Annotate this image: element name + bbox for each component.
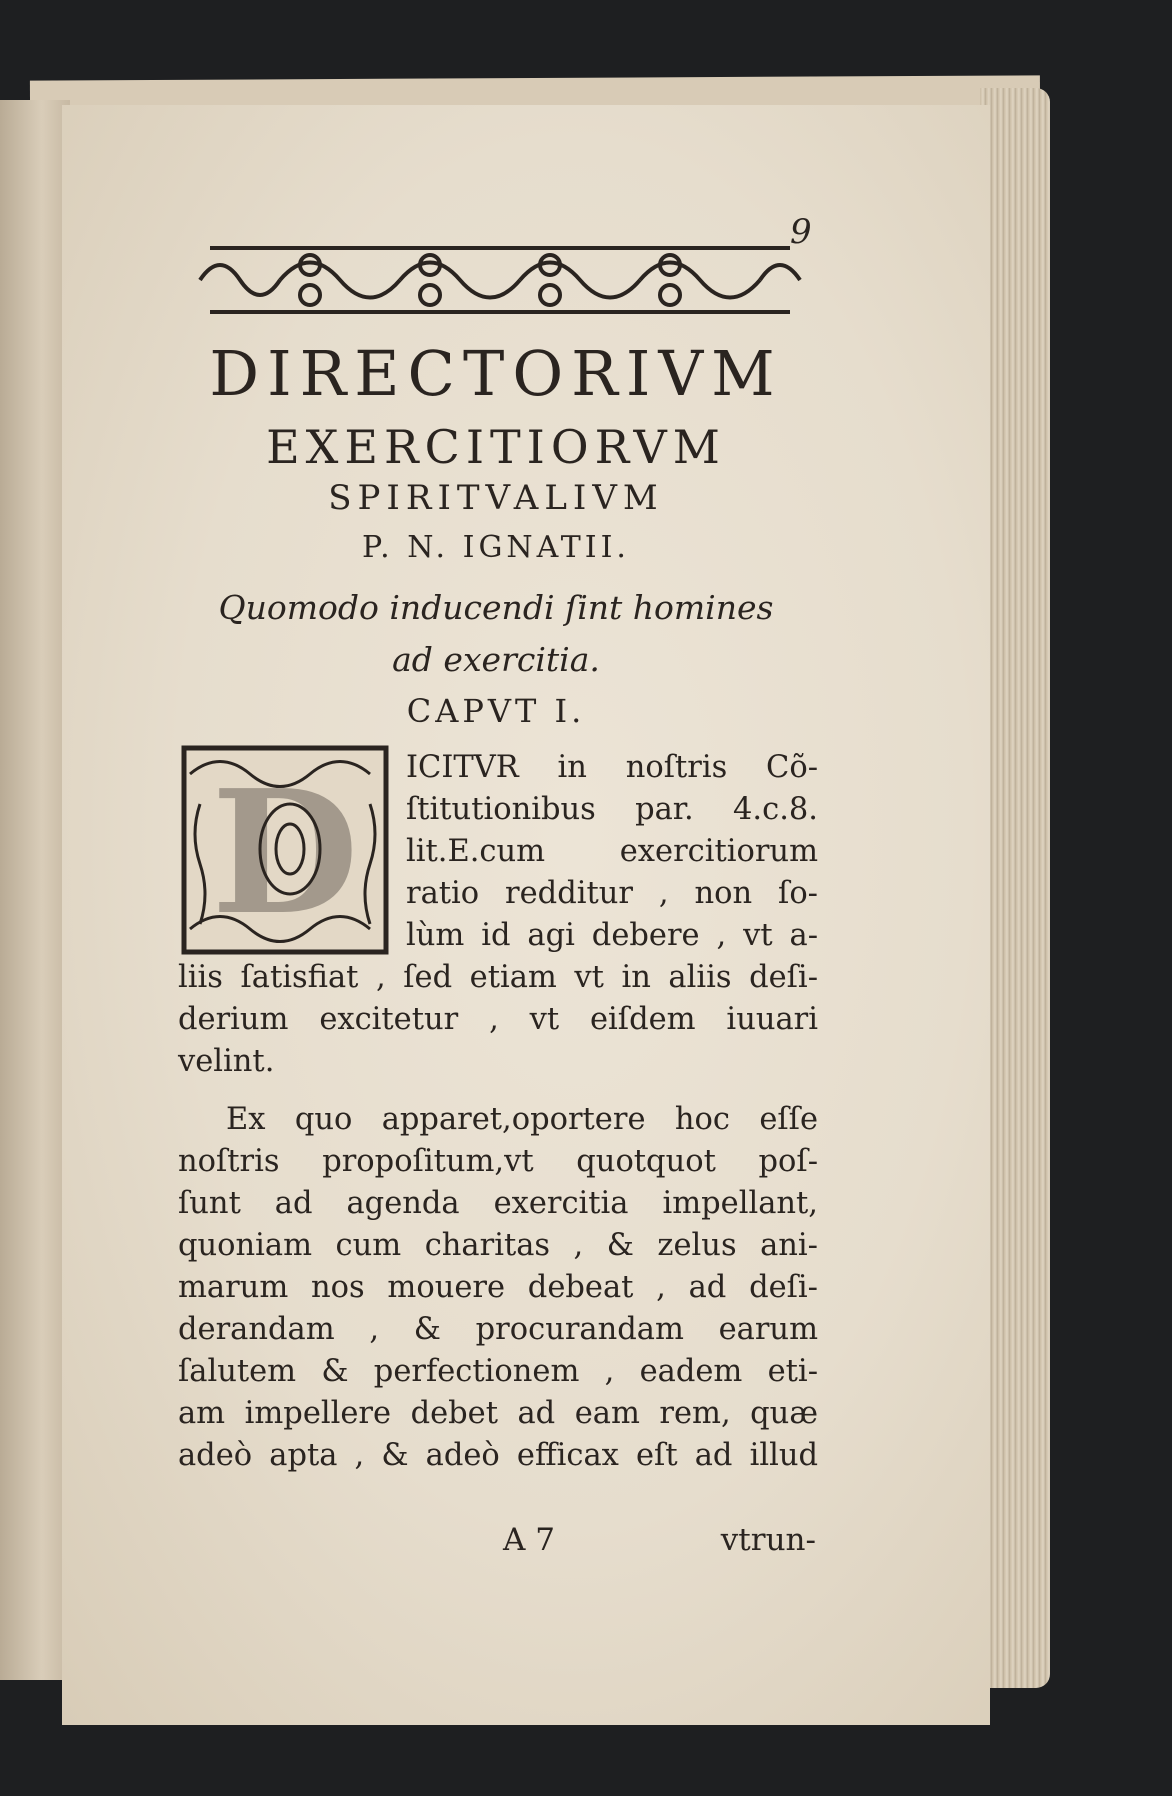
para2-line-8: am impellere debet ad eam rem, quæ [178, 1396, 818, 1431]
facing-page-edge [0, 100, 70, 1680]
signature-mark: A 7 [503, 1522, 555, 1558]
page-number: 9 [790, 212, 812, 252]
page-stack-edge [980, 88, 1050, 1688]
para1-line-3: lit.E.cum exercitiorum [406, 834, 818, 869]
para2-line-1: Ex quo apparet,oportere hoc eſſe [226, 1102, 818, 1137]
para2-line-2: noſtris propoſitum,vt quotquot poſ- [178, 1144, 818, 1179]
catchword: vtrun- [720, 1522, 816, 1558]
decorated-initial-letter [180, 744, 390, 956]
para1-line-7: derium excitetur , vt eiſdem iuuari [178, 1002, 818, 1037]
chapter-subtitle [178, 582, 814, 686]
title-line-2: EXERCITIORVM [266, 420, 726, 474]
chapter-heading: CAPVT I. [406, 692, 586, 730]
subtitle-line-1: Quomodo inducendi ſint homines [218, 588, 774, 627]
para2-line-4: quoniam cum charitas , & zelus ani- [178, 1228, 818, 1263]
para1-line-6: liis ſatisfiat , ſed etiam vt in aliis deſi- [178, 960, 818, 995]
title-line-1: DIRECTORIVM [209, 337, 783, 410]
decorative-headpiece-ornament [190, 240, 812, 320]
para1-line-2: ſtitutionibus par. 4.c.8. [406, 792, 818, 827]
title-line-4: P. N. IGNATII. [362, 530, 630, 565]
para2-line-3: ſunt ad agenda exercitia impellant, [178, 1186, 818, 1221]
para1-line-8: velint. [178, 1044, 275, 1079]
title-line-3: SPIRITVALIVM [328, 478, 664, 518]
para1-line-4: ratio redditur , non ſo- [406, 876, 818, 911]
para1-line-1: ICITVR in noſtris Cõ- [406, 750, 818, 785]
para1-line-5: lùm id agi debere , vt a- [406, 918, 818, 953]
para2-line-9: adeò apta , & adeò efficax eſt ad illud [178, 1438, 818, 1473]
para2-line-7: ſalutem & perfectionem , eadem eti- [178, 1354, 818, 1389]
para2-line-5: marum nos mouere debeat , ad deſi- [178, 1270, 818, 1305]
para2-line-6: derandam , & procurandam earum [178, 1312, 818, 1347]
subtitle-line-2: ad exercitia. [392, 640, 600, 679]
svg-text:D: D [211, 753, 359, 953]
